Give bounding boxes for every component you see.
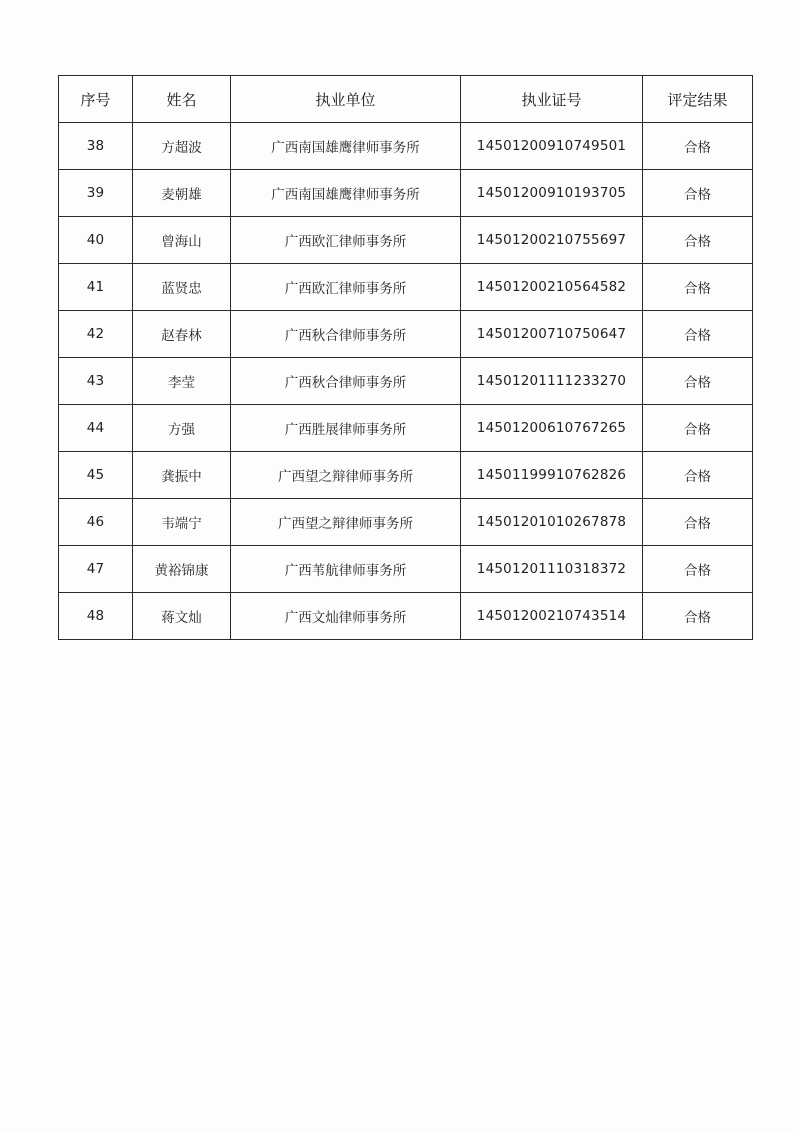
header-serial-number: 序号 [59, 76, 133, 123]
cell-practice-unit: 广西欧汇律师事务所 [231, 217, 461, 264]
cell-practice-unit: 广西望之辩律师事务所 [231, 452, 461, 499]
table-row [59, 264, 753, 311]
table-row [59, 358, 753, 405]
cell-evaluation-result: 合格 [643, 358, 753, 405]
cell-evaluation-result: 合格 [643, 217, 753, 264]
cell-name: 李莹 [133, 358, 231, 405]
table-row [59, 452, 753, 499]
cell-license-number: 14501200210743514 [461, 593, 643, 640]
cell-serial-number: 43 [59, 358, 133, 405]
cell-evaluation-result: 合格 [643, 452, 753, 499]
cell-name: 韦端宁 [133, 499, 231, 546]
cell-practice-unit: 广西南国雄鹰律师事务所 [231, 123, 461, 170]
cell-practice-unit: 广西苇航律师事务所 [231, 546, 461, 593]
cell-serial-number: 45 [59, 452, 133, 499]
cell-license-number: 14501201110318372 [461, 546, 643, 593]
table-row [59, 217, 753, 264]
cell-license-number: 14501200910749501 [461, 123, 643, 170]
cell-serial-number: 39 [59, 170, 133, 217]
cell-evaluation-result: 合格 [643, 593, 753, 640]
cell-practice-unit: 广西文灿律师事务所 [231, 593, 461, 640]
cell-name: 麦朝雄 [133, 170, 231, 217]
header-practice-unit: 执业单位 [231, 76, 461, 123]
cell-serial-number: 47 [59, 546, 133, 593]
cell-license-number: 14501200210755697 [461, 217, 643, 264]
cell-practice-unit: 广西欧汇律师事务所 [231, 264, 461, 311]
cell-practice-unit: 广西秋合律师事务所 [231, 311, 461, 358]
cell-name: 龚振中 [133, 452, 231, 499]
table-row [59, 546, 753, 593]
cell-serial-number: 38 [59, 123, 133, 170]
table-row [59, 405, 753, 452]
cell-evaluation-result: 合格 [643, 264, 753, 311]
table-row [59, 170, 753, 217]
cell-license-number: 14501200710750647 [461, 311, 643, 358]
cell-serial-number: 40 [59, 217, 133, 264]
table-row [59, 311, 753, 358]
cell-license-number: 14501200910193705 [461, 170, 643, 217]
cell-evaluation-result: 合格 [643, 170, 753, 217]
header-license-number: 执业证号 [461, 76, 643, 123]
cell-name: 黄裕锦康 [133, 546, 231, 593]
cell-name: 蒋文灿 [133, 593, 231, 640]
cell-serial-number: 44 [59, 405, 133, 452]
table-row [59, 123, 753, 170]
cell-name: 方强 [133, 405, 231, 452]
cell-serial-number: 46 [59, 499, 133, 546]
cell-license-number: 14501201111233270 [461, 358, 643, 405]
cell-serial-number: 41 [59, 264, 133, 311]
cell-name: 方超波 [133, 123, 231, 170]
cell-serial-number: 42 [59, 311, 133, 358]
cell-serial-number: 48 [59, 593, 133, 640]
cell-evaluation-result: 合格 [643, 546, 753, 593]
cell-evaluation-result: 合格 [643, 499, 753, 546]
cell-practice-unit: 广西望之辩律师事务所 [231, 499, 461, 546]
evaluation-results-table [58, 75, 753, 640]
cell-evaluation-result: 合格 [643, 405, 753, 452]
header-name: 姓名 [133, 76, 231, 123]
cell-practice-unit: 广西胜展律师事务所 [231, 405, 461, 452]
cell-practice-unit: 广西秋合律师事务所 [231, 358, 461, 405]
cell-name: 曾海山 [133, 217, 231, 264]
cell-license-number: 14501200610767265 [461, 405, 643, 452]
table-row [59, 593, 753, 640]
cell-evaluation-result: 合格 [643, 123, 753, 170]
cell-evaluation-result: 合格 [643, 311, 753, 358]
cell-name: 赵春林 [133, 311, 231, 358]
header-evaluation-result: 评定结果 [643, 76, 753, 123]
cell-name: 蓝贤忠 [133, 264, 231, 311]
cell-license-number: 14501201010267878 [461, 499, 643, 546]
cell-practice-unit: 广西南国雄鹰律师事务所 [231, 170, 461, 217]
cell-license-number: 14501200210564582 [461, 264, 643, 311]
table-header-row [59, 76, 753, 123]
cell-license-number: 14501199910762826 [461, 452, 643, 499]
table-row [59, 499, 753, 546]
